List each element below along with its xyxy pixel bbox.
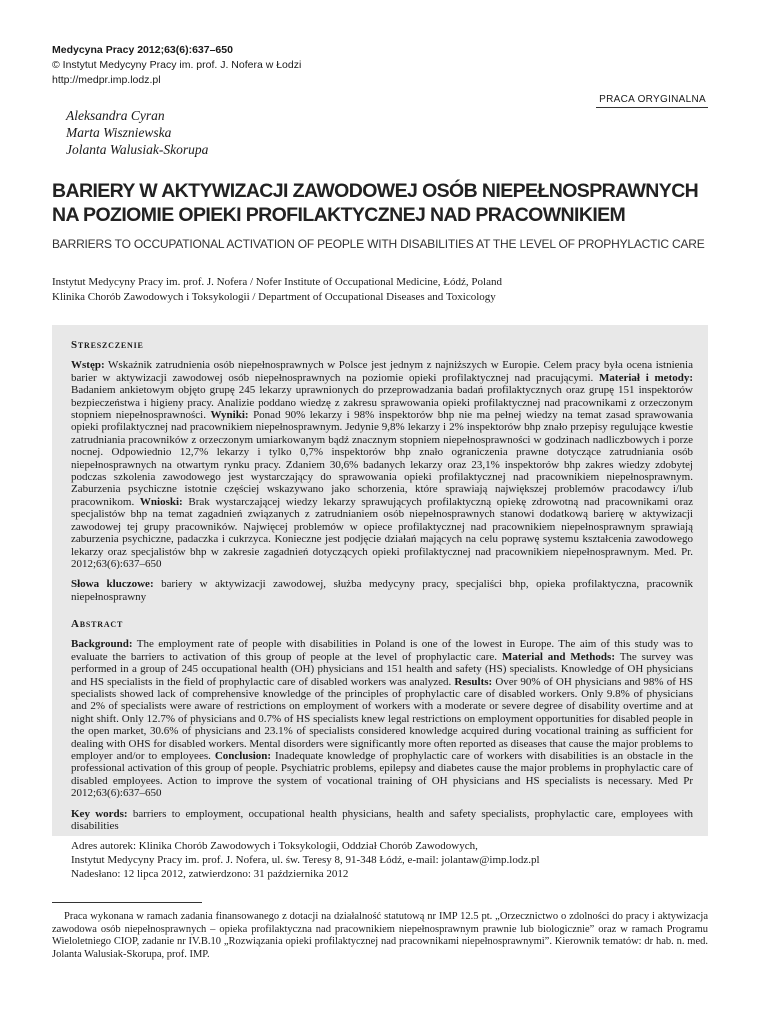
key-words-text: barriers to employment, occupational health physicians, health and safety specialists, prophylactic care, employees with disabilities	[71, 807, 694, 833]
slowa-kluczowe	[71, 578, 693, 603]
article-type-label: PRACA ORYGINALNA	[596, 93, 708, 108]
journal-header	[52, 43, 301, 88]
author-name: Aleksandra Cyran	[66, 108, 165, 123]
title-line: BARIERY W AKTYWIZACJI ZAWODOWEJ OSÓB NIEPEŁNOSPRAWNYCH	[52, 180, 699, 202]
material-label: Materiał i metody:	[599, 371, 694, 384]
wstep-text: Wskaźnik zatrudnienia osób niepełnosprawnych w Polsce jest jednym z najniższych w Europie. Celem pracy była ocena istnienia barier w aktywizacji zawodowej osób niepełnosprawnych na poziomie opieki profilaktycznej nad pracującymi.	[71, 359, 693, 384]
slowa-kluczowe-label: Słowa kluczowe:	[71, 578, 154, 591]
conclusion-label: Conclusion:	[214, 750, 272, 763]
slowa-kluczowe-text: bariery w aktywizacji zawodowej, służba medycyny pracy, specjaliści bhp, opieka profilaktyczna, pracownik niepełnosprawny	[71, 578, 694, 603]
affiliations	[52, 275, 502, 305]
results-label: Results:	[454, 675, 493, 688]
conclusion-text: Inadequate knowledge of prophylactic care of workers with disabilities is an obstacle in the professional activation of this group of people. Psychiatric problems, epilepsy and diabetes cause the major problems in prophylactic care of disabled employees. Action to improve the system of vocational training of OH physicians and HS specialists is necessary. Med Pr 2012;63(6):637–650	[71, 750, 694, 800]
author-list	[66, 107, 208, 158]
title-line: NA POZIOMIE OPIEKI PROFILAKTYCZNEJ NAD PRACOWNIKIEM	[52, 204, 626, 226]
correspondence-line: Instytut Medycyny Pracy im. prof. J. Nofera, ul. św. Teresy 8, 91-348 Łódź, e-mail: jolantaw@imp.lodz.pl	[71, 854, 540, 866]
abstract-section	[71, 618, 693, 833]
streszczenie-section	[71, 339, 693, 603]
methods-label: Material and Methods:	[501, 650, 615, 663]
wyniki-text: Ponad 90% lekarzy i 98% inspektorów bhp nie ma pełnej wiedzy na temat zasad sprawowania opieki profilaktycznej nad pracownikiem niepełnosprawnym. Jedynie 9,8% lekarzy i 2% inspektorów bhp znało przepisy regulujące kwestie zatrudniania pracowników z orzeczonym umiarkowanym bądź znacznym stopniem niepełnosprawności w godzinach nadliczbowych i porze nocnej. Odpowiednio 12,7% lekarzy i tylko 0,7% inspektorów bhp znało ograniczenia prawne dotyczące zatrudniania osób niepełnosprawnych na otwartym rynku pracy. Zdaniem 30,6% badanych lekarzy oraz 23,1% inspektorów bhp zakres wiedzy zdobytej podczas szkolenia zawodowego jest wystarczający do sprawowania opieki profilaktycznej nad pracownikiem niepełnosprawnym. Zaburzenia psychiczne istotnie częściej wskazywano jako schorzenia, które sprawiają największej problemów pracodawcy i/lub pracownikom.	[71, 409, 693, 508]
author-name: Marta Wiszniewska	[66, 125, 172, 140]
abstract-box	[52, 325, 708, 836]
article-title-en: BARRIERS TO OCCUPATIONAL ACTIVATION OF PEOPLE WITH DISABILITIES AT THE LEVEL OF PROPHYLACTIC CARE	[52, 237, 705, 251]
correspondence-line: Adres autorek: Klinika Chorób Zawodowych i Toksykologii, Oddział Chorób Zawodowych,	[71, 840, 478, 852]
key-words	[71, 808, 693, 833]
background-label: Background:	[71, 638, 133, 651]
author-name: Jolanta Walusiak-Skorupa	[66, 142, 209, 157]
material-text: Badaniem ankietowym objęto grupę 245 lekarzy uprawnionych do przeprowadzania badań profilaktycznych oraz grupę 151 inspektorów bezpieczeństwa i higieny pracy. Analizie poddano wiedzę z zakresu sprawowania opieki profilaktycznej nad pracownikami z orzeczonym stopniem niepełnosprawności.	[71, 384, 693, 422]
results-text: Over 90% of OH physicians and 98% of HS specialists showed lack of comprehensive knowledge of the principles of prophylactic care of disabled workers. Only 9.8% of physicians and 2% of specialists were aware of restrictions on employment of workers with a moderate or severe degree of disability overtime and at night shift. Only 12.7% of physicians and 0.7% of HS specialists knew legal restrictions on employment opportunities for disabled people in the open market, 30.6% of physicians and 23.1% of specialists considered knowledge acquired during vocational training as sufficient for dealing with OHS for disabled workers. Mental disorders were significantly more often reported as diseases that cause the major problems to employer and/or to employees.	[71, 675, 694, 763]
affiliation-line: Instytut Medycyny Pracy im. prof. J. Nofera / Nofer Institute of Occupational Medicine, Łódź, Poland	[52, 276, 502, 288]
correspondence-address	[71, 839, 701, 881]
wyniki-label: Wyniki:	[210, 409, 249, 422]
key-words-label: Key words:	[71, 807, 128, 820]
background-text: The employment rate of people with disabilities in Poland is one of the lowest in Europe. The aim of this study was to evaluate the barriers to activation of this group of people at the level of prophylactic care.	[71, 638, 693, 663]
abstract-heading: Abstract	[71, 618, 124, 630]
journal-url[interactable]: http://medpr.imp.lodz.pl	[52, 74, 161, 86]
streszczenie-heading: Streszczenie	[71, 339, 144, 351]
wstep-label: Wstęp:	[71, 359, 105, 372]
journal-title: Medycyna Pracy 2012;63(6):637–650	[52, 44, 233, 56]
wnioski-label: Wnioski:	[139, 495, 183, 508]
copyright-line: © Instytut Medycyny Pracy im. prof. J. Nofera w Łodzi	[52, 59, 302, 71]
affiliation-line: Klinika Chorób Zawodowych i Toksykologii / Department of Occupational Diseases and Toxicology	[52, 291, 496, 303]
methods-text: The survey was performed in a group of 245 occupational health (OH) physicians and 151 health and safety (HS) specialists. Knowledge of OH physicians and HS specialists in the field of prophylactic care of disabled workers was analyzed.	[71, 650, 693, 688]
footnote: Praca wykonana w ramach zadania finansowanego z dotacji na działalność statutową nr IMP 12.5 pt. „Orzecznictwo o zdolności do pracy i aktywizacja zawodowa osób niepełnosprawnych – opieka profilaktyczna nad pracownikiem niepełnosprawnym prawnie lub biologicznie” oraz w ramach Programu Wieloletniego CIOP, zadanie nr IV.B.10 „Rozwiązania opieki profilaktycznej nad pracownikami niepełnosprawnymi”. Kierownik tematów: dr hab. n. med. Jolanta Walusiak-Skorupa, prof. IMP.	[52, 911, 708, 960]
correspondence-line: Nadesłano: 12 lipca 2012, zatwierdzono: 31 października 2012	[71, 868, 349, 880]
footnote-divider	[52, 902, 202, 903]
wnioski-text: Brak wystarczającej wiedzy lekarzy sprawujących profilaktyczną opiekę zdrowotną nad pracownikami oraz specjalistów bhp na temat zagadnień związanych z zatrudnianiem osób niepełnosprawnych stanowi dodatkową barierę w aktywizacji zawodowej tej grupy pracowników. Najwięcej problemów w opiece profilaktycznej nad pracownikiem niepełnosprawnym sprawiają zaburzenia psychiczne, padaczka i cukrzyca. Konieczne jest podjęcie działań mających na celu poprawę systemu kształcenia zawodowego lekarzy oraz specjalistów bhp w zakresie zagadnień dotyczących opieki profilaktycznej nad pracownikiem niepełnosprawnym. Med. Pr. 2012;63(6):637–650	[71, 495, 693, 570]
article-title-pl	[52, 179, 712, 227]
streszczenie-text	[71, 359, 693, 570]
abstract-text	[71, 638, 693, 799]
